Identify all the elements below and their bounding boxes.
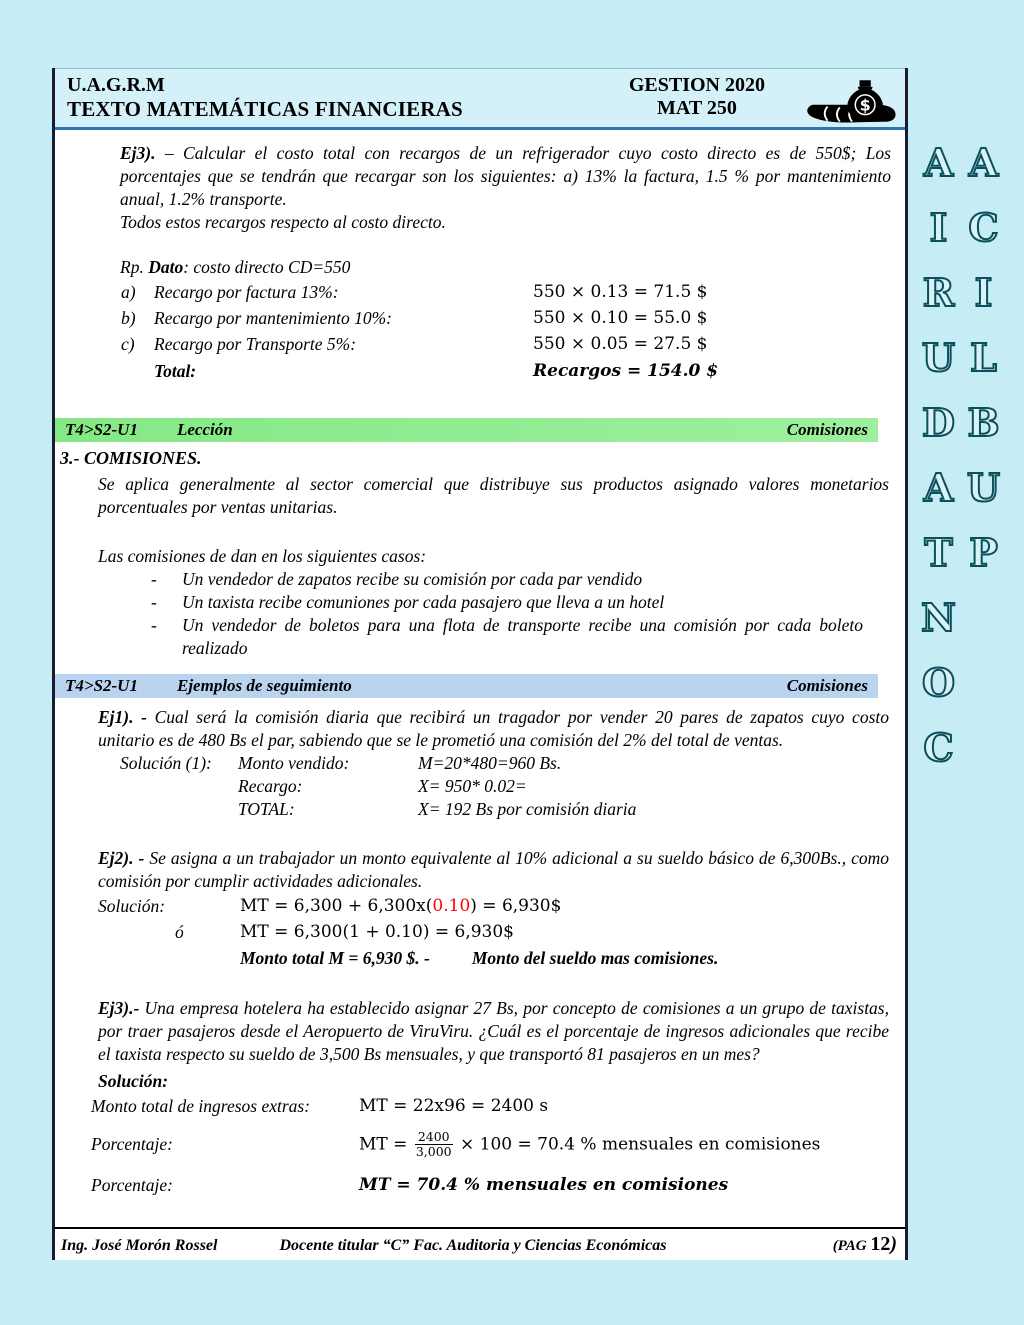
formula-part: × 100 = 70.4 % mensuales en comisiones (454, 1134, 821, 1155)
solution-key: Recargo: (238, 776, 303, 796)
item-letter: a) (121, 282, 136, 302)
recargo-formula: 550 × 0.05 = 27.5 $ (533, 334, 708, 354)
monto-label: Monto total de ingresos extras: (91, 1096, 311, 1116)
ej2-result-bold: Monto total M = 6,930 $. - (240, 948, 430, 968)
recargo-formula: 550 × 0.10 = 55.0 $ (533, 308, 708, 328)
page-post: ) (890, 1233, 897, 1255)
comisiones-heading: 3.- COMISIONES. (60, 448, 202, 468)
page-number (833, 1233, 897, 1256)
page-footer (55, 1227, 905, 1260)
ej2-solution-label: Solución: (98, 896, 166, 916)
course-code: MAT 250 (657, 97, 737, 119)
institution-name: U.A.G.R.M (67, 74, 165, 96)
spacer (98, 945, 240, 971)
solution-label (120, 798, 238, 821)
porcentaje-formula (359, 1130, 820, 1160)
comisiones-cases-intro: Las comisiones de dan en los siguientes casos: (98, 546, 427, 566)
document-sheet (52, 68, 908, 1260)
solution-key: Monto vendido: (238, 753, 350, 773)
recargo-row-b (121, 305, 905, 331)
lesson-title: Lección (177, 420, 233, 439)
ej3-hotel-paragraph (98, 997, 889, 1066)
ej1-text: Cual será la comisión diaria que recibirá un tragador por vender 20 pares de zapatos cuyo costo unitario es de 480 Bs el par, sabiendo que se le prometió una comisión del 2% del total de ventas. (98, 707, 889, 750)
solution-key: TOTAL: (238, 799, 295, 819)
rp-dato-line (120, 256, 891, 279)
gestion-label: GESTION 2020 (628, 74, 765, 96)
ej3-costos-note: Todos estos recargos respecto al costo directo. (120, 212, 446, 232)
item-letter: b) (121, 308, 136, 328)
ej2-text: Se asigna a un trabajador un monto equivalente al 10% adicional a su sueldo básico de 6,300Bs., como comisión por cumplir actividades adicionales. (98, 848, 889, 891)
solution-label: Solución (1): (120, 753, 212, 773)
comisiones-bullet-2 (151, 591, 863, 614)
total-formula: Recargos = 154.0 $ (533, 361, 719, 381)
ej1-solution-row-2 (120, 775, 905, 798)
rp-dato-bold: Dato (148, 257, 184, 277)
ej1-paragraph (98, 706, 889, 752)
comisiones-bullet-3 (151, 614, 863, 660)
fraction-denominator: 3,000 (415, 1144, 452, 1160)
solution-value: X= 950* 0.02= (418, 776, 527, 796)
bullet-dash: - (151, 592, 157, 612)
ej2-formula-1 (240, 893, 561, 919)
formula-part: MT = 6,300 + 6,300x( (240, 896, 433, 916)
ej3-porcentaje-row (91, 1130, 905, 1160)
recargo-formula: 550 × 0.13 = 71.5 $ (533, 282, 708, 302)
solution-label (120, 775, 238, 798)
bullet-text: Un vendedor de boletos para una flota de transporte recibe una comisión por cada boleto realizado (182, 615, 863, 658)
vertical-banner-contaduria-publica: ACILBUP AIRUDATNOC (916, 140, 1006, 790)
page-num: 12 (870, 1233, 891, 1255)
porcentaje-result-formula: MT = 70.4 % mensuales en comisiones (359, 1174, 729, 1195)
comisiones-bullet-1 (151, 568, 863, 591)
ej3-porcentaje-result-row (91, 1172, 905, 1199)
solution-value: X= 192 Bs por comisión diaria (418, 799, 637, 819)
ej2-o-label: ó (175, 922, 184, 942)
fraction (415, 1130, 453, 1160)
ej3-solution-label: Solución: (98, 1071, 169, 1091)
total-label: Total: (154, 361, 197, 381)
fraction-numerator: 2400 (415, 1130, 453, 1145)
lesson-topic: Comisiones (786, 420, 868, 439)
bullet-dash: - (151, 569, 157, 589)
lesson-code: T4>S2-U1 (65, 420, 138, 439)
ej3-hotel-label: Ej3).- (98, 998, 145, 1018)
ej2-formula-row-2 (98, 919, 905, 945)
rp-rest: : costo directo CD=550 (183, 257, 351, 277)
ej3-costos-paragraph (120, 142, 891, 211)
ej2-formula-2: MT = 6,300(1 + 0.10) = 6,930$ (240, 922, 514, 942)
formula-part: MT = (359, 1134, 413, 1155)
svg-text:$: $ (859, 95, 871, 115)
porcentaje-label: Porcentaje: (91, 1174, 173, 1195)
ej1-solution-row-3 (120, 798, 905, 821)
formula-part: ) = 6,930$ (470, 896, 562, 916)
author-role: Docente titular “C” Fac. Auditoria y Ciencias Económicas (279, 1237, 667, 1254)
ej2-result-row (98, 945, 905, 971)
examples-topic: Comisiones (786, 676, 868, 695)
ej1-solution-row-1 (120, 752, 905, 775)
header-right (629, 74, 765, 127)
ej2-result-note: Monto del sueldo mas comisiones. (471, 948, 719, 968)
recargo-label: Recargo por factura 13%: (154, 282, 339, 302)
ej3-costos-label: Ej3). (120, 143, 156, 163)
author-name: Ing. José Morón Rossel (61, 1237, 218, 1254)
money-bag-icon (805, 72, 899, 128)
document-title: TEXTO MATEMÁTICAS FINANCIERAS (67, 97, 463, 121)
examples-bar (55, 674, 878, 698)
ej3-hotel-text: Una empresa hotelera ha establecido asignar 27 Bs, por concepto de comisiones a un grupo de taxistas, por traer pasajeros desde el Aeropuerto de ViruViru. ¿Cuál es el porcentaje de ingresos adicionales que recibe el taxista respecto su sueldo de 3,500 Bs mensuales, y que transportó 81 pasajeros en un mes? (98, 998, 889, 1064)
recargo-label: Recargo por mantenimiento 10%: (154, 308, 392, 328)
porcentaje-label: Porcentaje: (91, 1134, 173, 1155)
page-content (55, 142, 905, 1199)
page-header (55, 68, 905, 130)
recargo-row-c (121, 331, 905, 357)
lesson-bar (55, 418, 878, 442)
ej2-paragraph (98, 847, 889, 893)
ej2-label: Ej2). - (98, 848, 150, 868)
header-left (67, 74, 463, 127)
rp-prefix: Rp. (120, 257, 149, 277)
monto-formula: MT = 22x96 = 2400 s (359, 1096, 549, 1116)
ej1-label: Ej1). - (98, 707, 155, 727)
ej3-monto-row (91, 1093, 905, 1120)
bullet-text: Un vendedor de zapatos recibe su comisión por cada par vendido (182, 569, 643, 589)
bullet-dash: - (151, 615, 157, 635)
formula-red-part: 0.10 (432, 896, 471, 916)
bullet-text: Un taxista recibe comuniones por cada pasajero que lleva a un hotel (182, 592, 665, 612)
page-pre: (PAG (832, 1238, 867, 1254)
recargo-row-a (121, 279, 905, 305)
item-letter: c) (121, 334, 135, 354)
examples-code: T4>S2-U1 (65, 676, 138, 695)
recargo-label: Recargo por Transporte 5%: (154, 334, 357, 354)
comisiones-body: Se aplica generalmente al sector comercial que distribuye sus productos asignado valores monetarios porcentuales por ventas unitarias. (98, 474, 889, 517)
ej3-costos-text: – Calcular el costo total con recargos de un refrigerador cuyo costo directo es de 550$; Los porcentajes que se tendrán que recargar son los siguientes: a) 13% la factura, 1.5 % por mantenimiento anual, 1.2% transporte. (120, 143, 891, 209)
solution-value: M=20*480=960 Bs. (418, 753, 562, 773)
recargo-total-row (121, 358, 905, 384)
item-letter (121, 358, 154, 384)
ej2-formula-row-1 (98, 893, 905, 919)
examples-title: Ejemplos de seguimiento (177, 676, 352, 695)
